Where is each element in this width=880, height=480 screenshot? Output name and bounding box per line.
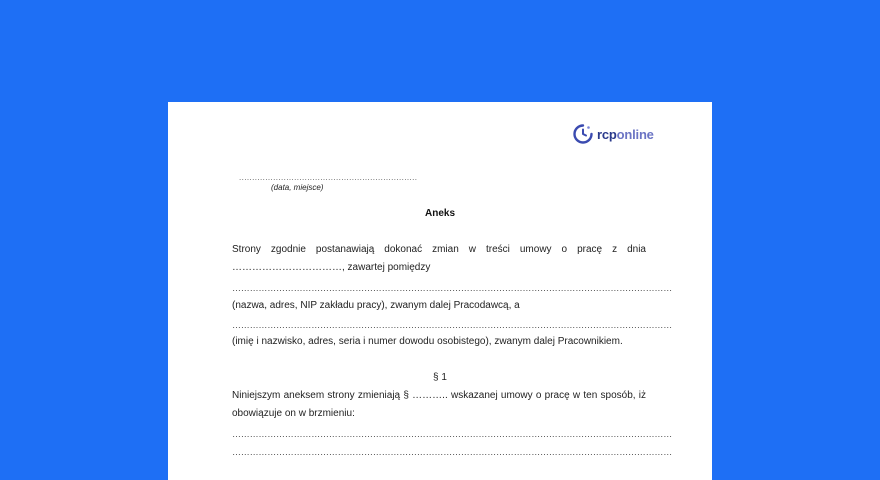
intro-line-2: ……………………………, zawartej pomiędzy xyxy=(232,262,431,273)
document-title: Aneks xyxy=(424,208,455,219)
document-page xyxy=(168,102,712,480)
intro-line-1: Strony zgodnie postanawiają dokonać zmian w treści umowy o pracę z dnia xyxy=(232,244,646,255)
employee-label: (imię i nazwisko, adres, seria i numer dowodu osobistego), zwanym dalej Pracownikiem. xyxy=(232,336,623,347)
date-place-field: .................................................................... xyxy=(239,173,418,182)
logo-text-online: online xyxy=(616,126,654,142)
date-place-caption: (data, miejsce) xyxy=(271,183,324,192)
employer-label: (nazwa, adres, NIP zakładu pracy), zwanym dalej Pracodawcą, a xyxy=(232,300,520,311)
clock-icon xyxy=(572,123,594,145)
employer-field: …………………………………………………………………………………………………………………………………… xyxy=(232,283,673,293)
logo-text xyxy=(597,127,654,142)
employee-field: …………………………………………………………………………………………………………………………………… xyxy=(232,320,673,330)
section-1-heading: § 1 xyxy=(433,372,447,383)
rcponline-logo xyxy=(572,122,654,146)
section-1-field-1: …………………………………………………………………………………………………………………………………… xyxy=(232,429,673,439)
section-1-field-2: …………………………………………………………………………………………………………………………………… xyxy=(232,447,673,457)
section-1-line-1: Niniejszym aneksem strony zmieniają § ……….. wskazanej umowy o pracę w ten sposób, iż xyxy=(232,390,646,401)
section-1-line-2: obowiązuje on w brzmieniu: xyxy=(232,408,355,419)
logo-text-rcp: rcp xyxy=(597,126,617,142)
